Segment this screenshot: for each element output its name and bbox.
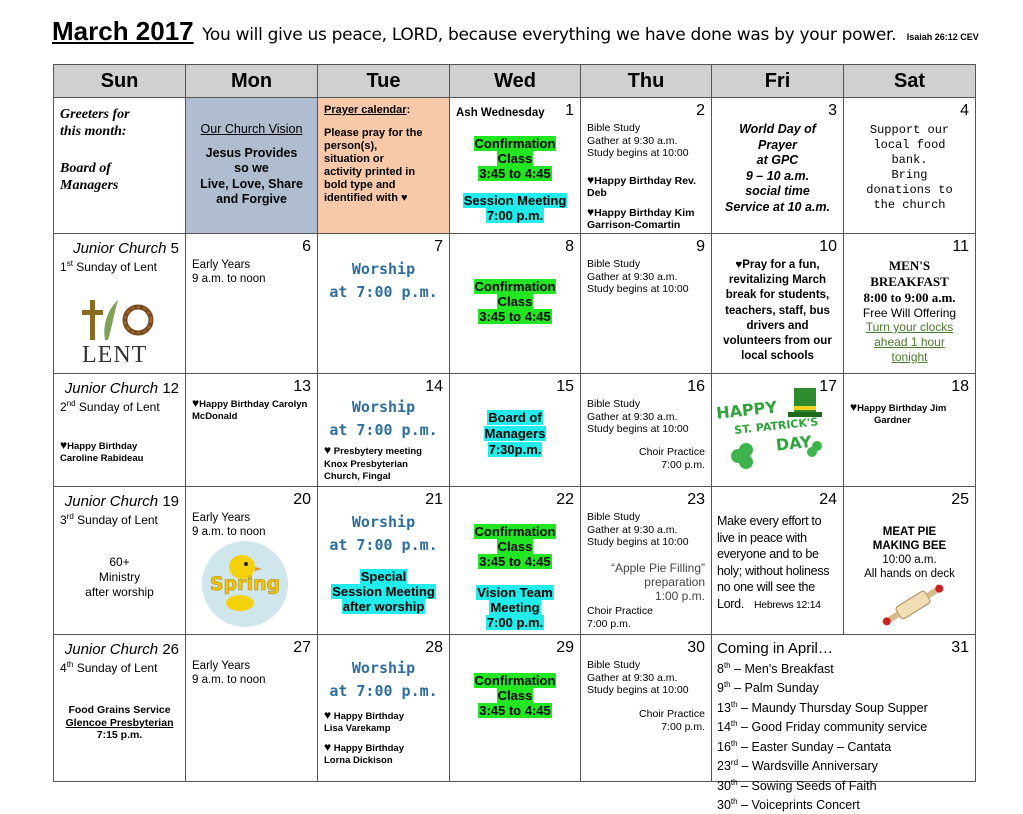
worship-label: Worship xyxy=(351,260,416,278)
day-number: 18 xyxy=(951,378,969,395)
lent-ordinal: 4 xyxy=(60,661,67,675)
day-29-cell xyxy=(450,635,581,782)
day-number: 5 xyxy=(170,240,179,257)
confirmation-time: 3:45 to 4:45 xyxy=(479,703,551,718)
lent-label: Sunday of Lent xyxy=(72,260,157,274)
day-18-cell xyxy=(844,374,976,487)
apple-pie-prep: preparation xyxy=(644,575,705,589)
bible-study-gather: Gather at 9:30 a.m. xyxy=(587,410,678,423)
bible-study-start: Study begins at 10:00 xyxy=(587,283,689,295)
day-number: 10 xyxy=(819,238,837,255)
spring-text: Spring xyxy=(209,573,281,595)
birthday-text: McDonald xyxy=(192,410,238,422)
april-title: Coming in April… xyxy=(717,640,833,657)
birthday-text: Deb xyxy=(587,187,607,199)
choir-practice-time: 7:00 p.m. xyxy=(661,458,705,471)
meat-pie-bee: MEAT PIE xyxy=(882,526,937,538)
presbytery-meeting: Knox Presbyterian xyxy=(324,458,408,470)
weekday-tue: Tue xyxy=(318,65,450,98)
birthday-text: Lisa Varekamp xyxy=(324,723,391,734)
early-years-time: 9 a.m. to noon xyxy=(192,525,266,538)
day-number: 15 xyxy=(556,378,574,395)
day-number: 28 xyxy=(425,639,443,656)
early-years: Early Years xyxy=(192,512,251,524)
april-event-item: 16th – Easter Sunday – Cantata xyxy=(717,738,892,754)
confirmation-class: Confirmation xyxy=(474,136,556,151)
day-6-cell xyxy=(186,234,318,374)
day-1-cell xyxy=(450,98,581,234)
board-of-managers-time: 7:30p.m. xyxy=(488,442,542,457)
day-10-cell xyxy=(712,234,844,374)
spring-chick-image xyxy=(202,541,288,627)
day-number: 31 xyxy=(951,639,969,656)
lent-ordinal: 2 xyxy=(60,400,67,414)
calendar-header xyxy=(52,16,982,52)
day-number: 1 xyxy=(565,102,574,119)
scripture-line: no one will see the xyxy=(717,580,815,594)
heart-icon: ♥ xyxy=(324,443,332,457)
week-row-4 xyxy=(54,487,976,635)
food-bank-line: donations to xyxy=(866,183,953,197)
heart-icon: ♥ xyxy=(324,740,332,754)
day-9-cell xyxy=(581,234,712,374)
confirmation-class: Class xyxy=(497,688,533,703)
day-28-cell xyxy=(318,635,450,782)
day-number: 7 xyxy=(434,238,443,255)
day-27-cell xyxy=(186,635,318,782)
birthday-text: Happy Birthday Kim xyxy=(594,206,695,219)
day-13-cell xyxy=(186,374,318,487)
day-21-cell xyxy=(318,487,450,635)
clocks-reminder: Turn your clocks xyxy=(865,320,954,334)
bible-study-gather: Gather at 9:30 a.m. xyxy=(587,134,678,147)
food-bank-line: Support our xyxy=(869,123,950,137)
choir-practice-time: 7:00 p.m. xyxy=(587,617,631,630)
day-12-cell xyxy=(54,374,186,487)
st-patricks-text xyxy=(713,392,830,460)
confirmation-time: 3:45 to 4:45 xyxy=(479,554,551,569)
day-19-cell xyxy=(54,487,186,635)
confirmation-class: Class xyxy=(497,539,533,554)
worship-label: Worship xyxy=(351,659,416,677)
bible-study-gather: Gather at 9:30 a.m. xyxy=(587,270,678,283)
scripture-line: Make every effort to xyxy=(717,514,822,528)
vision-line: Jesus Provides xyxy=(205,145,298,160)
worship-label: Worship xyxy=(351,513,416,531)
bible-study-start: Study begins at 10:00 xyxy=(587,423,689,435)
meat-pie-bee: MAKING BEE xyxy=(872,540,947,552)
meat-pie-note: All hands on deck xyxy=(864,568,955,580)
day-14-cell xyxy=(318,374,450,487)
worship-time: at 7:00 p.m. xyxy=(329,536,438,554)
confirmation-time: 3:45 to 4:45 xyxy=(479,309,551,324)
lent-ordinal: 3 xyxy=(60,513,67,527)
junior-church: Junior Church xyxy=(64,641,159,658)
clocks-reminder: tonight xyxy=(891,350,928,364)
greeters-line: Board of xyxy=(60,161,111,176)
header-verse: You will give us peace, LORD, because everything we have done was by your power. xyxy=(202,25,897,45)
lent-ordinal-suffix: rd xyxy=(66,512,74,521)
coming-in-april-cell xyxy=(712,635,976,813)
greeters-line: Greeters for xyxy=(60,107,130,122)
early-years-time: 9 a.m. to noon xyxy=(192,673,266,686)
early-years: Early Years xyxy=(192,259,251,271)
day-15-cell xyxy=(450,374,581,487)
prayer-line: volunteers from our xyxy=(723,335,832,348)
food-bank-line: Bring xyxy=(891,168,928,182)
april-events-list xyxy=(717,658,928,814)
meat-pie-time: 10:00 a.m. xyxy=(882,554,937,566)
bible-study: Bible Study xyxy=(587,258,641,270)
greeters-cell xyxy=(54,98,186,234)
world-day-line: social time xyxy=(745,184,810,198)
free-will-offering: Free Will Offering xyxy=(862,306,957,320)
prayer-line: situation or xyxy=(324,153,384,165)
mens-breakfast: MEN'S xyxy=(888,258,931,273)
weekday-sat: Sat xyxy=(844,65,976,98)
worship-label: Worship xyxy=(351,398,416,416)
weekday-mon: Mon xyxy=(186,65,318,98)
weekday-header-row xyxy=(54,65,976,98)
rolling-pin-image xyxy=(878,585,948,625)
confirmation-class: Confirmation xyxy=(474,279,556,294)
week-row-3 xyxy=(54,374,976,487)
bible-study-gather: Gather at 9:30 a.m. xyxy=(587,523,678,536)
board-of-managers: Board of xyxy=(488,410,542,425)
worship-time: at 7:00 p.m. xyxy=(329,421,438,439)
week-row-5 xyxy=(54,635,976,782)
vision-team-time: 7:00 p.m. xyxy=(486,615,544,630)
clocks-reminder: ahead 1 hour xyxy=(874,335,945,349)
day-number: 22 xyxy=(556,491,574,508)
apple-pie-time: 1:00 p.m. xyxy=(654,589,705,603)
junior-church: Junior Church xyxy=(73,240,167,257)
lent-ordinal: 1 xyxy=(60,260,67,274)
day-number: 3 xyxy=(828,102,837,119)
heart-icon: ♥ xyxy=(60,438,68,452)
bible-study-start: Study begins at 10:00 xyxy=(587,536,689,548)
vision-title: Our Church Vision xyxy=(200,122,303,136)
food-grains-time: 7:15 p.m. xyxy=(96,729,143,741)
confirmation-time: 3:45 to 4:45 xyxy=(479,166,551,181)
day-23-cell xyxy=(581,487,712,635)
st-patricks-day: DAY xyxy=(774,432,813,455)
heart-icon: ♥ xyxy=(735,259,743,271)
session-meeting-time: 7:00 p.m. xyxy=(486,208,544,223)
day-16-cell xyxy=(581,374,712,487)
day-number: 23 xyxy=(687,491,705,508)
prayer-line: Please pray for the xyxy=(324,127,423,139)
lent-label: Sunday of Lent xyxy=(73,513,158,527)
day-number: 29 xyxy=(556,639,574,656)
world-day-line: at GPC xyxy=(756,153,799,167)
day-11-cell xyxy=(844,234,976,374)
april-event-item: 13th – Maundy Thursday Soup Supper xyxy=(717,699,928,716)
choir-practice: Choir Practice xyxy=(639,446,705,458)
day-25-cell xyxy=(844,487,976,635)
day-17-cell xyxy=(712,374,844,487)
prayer-line: person(s), xyxy=(324,140,378,152)
ash-wednesday-label: Ash Wednesday xyxy=(456,107,545,119)
calendar-grid xyxy=(53,64,976,813)
day-2-cell xyxy=(581,98,712,234)
presbytery-meeting: Presbytery meeting xyxy=(333,446,422,457)
day-number: 6 xyxy=(302,238,311,255)
prayer-line: revitalizing March xyxy=(728,274,827,287)
lent-label: Sunday of Lent xyxy=(75,400,160,414)
prayer-calendar-cell xyxy=(318,98,450,234)
day-number: 9 xyxy=(696,238,705,255)
ministry-60plus: after worship xyxy=(85,585,154,599)
early-years: Early Years xyxy=(192,660,251,672)
april-event-item: 8th – Men's Breakfast xyxy=(717,661,834,677)
month-title: March 2017 xyxy=(52,16,194,46)
session-meeting: Session Meeting xyxy=(463,193,567,208)
food-bank-line: bank. xyxy=(891,153,928,167)
weekday-thu: Thu xyxy=(581,65,712,98)
junior-church: Junior Church xyxy=(64,380,159,397)
prayer-line: activity printed in xyxy=(324,166,416,178)
birthday-text: Garrison-Comartin xyxy=(587,219,681,231)
weekday-fri: Fri xyxy=(712,65,844,98)
day-30-cell xyxy=(581,635,712,782)
april-event-item: 9th – Palm Sunday xyxy=(717,680,819,696)
day-number: 21 xyxy=(425,491,443,508)
board-of-managers: Managers xyxy=(484,426,546,441)
world-day-line: World Day of xyxy=(739,122,816,136)
prayer-title-colon: : xyxy=(406,104,411,116)
food-bank-line: the church xyxy=(873,198,946,212)
heart-icon: ♥ xyxy=(850,400,858,414)
birthday-text: Happy Birthday xyxy=(67,441,138,452)
lent-ordinal-suffix: th xyxy=(66,660,74,669)
day-3-cell xyxy=(712,98,844,234)
day-24-cell xyxy=(712,487,844,635)
birthday-text: Happy Birthday xyxy=(333,711,404,722)
bible-study-start: Study begins at 10:00 xyxy=(587,684,689,696)
day-number: 11 xyxy=(952,238,969,255)
confirmation-class: Confirmation xyxy=(474,524,556,539)
mens-breakfast-time: 8:00 to 9:00 a.m. xyxy=(863,290,956,305)
choir-practice-time: 7:00 p.m. xyxy=(661,720,705,733)
day-number: 16 xyxy=(687,378,705,395)
bible-study: Bible Study xyxy=(587,398,641,410)
scripture-line: Lord. xyxy=(717,596,744,611)
day-4-cell xyxy=(844,98,976,234)
mens-breakfast: BREAKFAST xyxy=(870,274,949,289)
lent-word: LENT xyxy=(82,342,148,368)
day-22-cell xyxy=(450,487,581,635)
day-number: 27 xyxy=(293,639,311,656)
greeters-line: this month: xyxy=(60,124,127,139)
heart-icon: ♥ xyxy=(192,396,200,410)
world-day-line: Prayer xyxy=(758,137,797,152)
ministry-60plus: Ministry xyxy=(98,570,141,584)
lent-image xyxy=(80,292,160,367)
vision-team-meeting: Vision Team xyxy=(477,585,553,600)
early-years-time: 9 a.m. to noon xyxy=(192,272,266,285)
day-number: 17 xyxy=(819,378,837,395)
food-grains-location: Glencoe Presbyterian xyxy=(65,716,174,729)
ministry-60plus: 60+ xyxy=(109,555,130,569)
rolling-pin-icon xyxy=(878,585,948,625)
bible-study: Bible Study xyxy=(587,659,641,671)
day-number: 19 xyxy=(162,493,179,510)
bible-study: Bible Study xyxy=(587,122,641,134)
day-number: 20 xyxy=(293,491,311,508)
day-7-cell xyxy=(318,234,450,374)
scripture-line: everyone and to be xyxy=(717,547,819,561)
day-number: 26 xyxy=(162,641,179,658)
greeters-line: Managers xyxy=(60,178,119,193)
choir-practice: Choir Practice xyxy=(587,605,653,617)
scripture-ref: Hebrews 12:14 xyxy=(754,598,821,611)
church-vision-cell xyxy=(186,98,318,234)
day-number: 13 xyxy=(293,378,311,395)
header-verse-ref: Isaiah 26:12 CEV xyxy=(906,32,979,42)
scripture-line: live in peace with xyxy=(717,530,807,545)
prayer-line: local schools xyxy=(741,350,814,363)
st-patricks-image xyxy=(716,382,828,478)
birthday-text: Happy Birthday Rev. xyxy=(594,174,697,187)
day-number: 14 xyxy=(425,378,443,395)
weekday-wed: Wed xyxy=(450,65,581,98)
vision-line: so we xyxy=(234,161,269,175)
junior-church: Junior Church xyxy=(64,493,159,510)
day-5-cell xyxy=(54,234,186,374)
vision-line: and Forgive xyxy=(216,192,287,206)
choir-practice: Choir Practice xyxy=(639,708,705,720)
vision-team-meeting: Meeting xyxy=(490,600,540,615)
day-26-cell xyxy=(54,635,186,782)
st-patricks-happy: HAPPY xyxy=(715,397,778,423)
day-number: 24 xyxy=(819,491,837,508)
special-session-meeting: after worship xyxy=(342,599,425,614)
birthday-text: Happy Birthday xyxy=(333,743,404,754)
birthday-text: Happy Birthday Carolyn xyxy=(199,399,308,410)
april-event-item: 14th – Good Friday community service xyxy=(717,719,928,735)
birthday-text: Lorna Dickison xyxy=(324,755,393,766)
worship-time: at 7:00 p.m. xyxy=(329,682,438,700)
special-session-meeting: Session Meeting xyxy=(332,584,435,599)
heart-icon: ♥ xyxy=(324,708,332,722)
bible-study: Bible Study xyxy=(587,511,641,523)
presbytery-meeting: Church, Fingal xyxy=(324,471,391,482)
lent-ordinal-suffix: st xyxy=(66,259,73,268)
confirmation-class: Class xyxy=(497,151,533,166)
prayer-title: Prayer calendar xyxy=(324,104,407,116)
bible-study-gather: Gather at 9:30 a.m. xyxy=(587,671,678,684)
food-bank-line: local food xyxy=(873,138,946,152)
lent-ordinal-suffix: nd xyxy=(66,399,76,408)
april-event-item: 23rd – Wardsville Anniversary xyxy=(717,758,878,774)
worship-time: at 7:00 p.m. xyxy=(329,283,438,301)
weekday-sun: Sun xyxy=(54,65,186,98)
heart-icon: ♥ xyxy=(587,172,595,187)
birthday-text: Gardner xyxy=(874,414,911,426)
week-row-1 xyxy=(54,98,976,234)
bible-study-start: Study begins at 10:00 xyxy=(587,147,689,159)
birthday-text: Caroline Rabideau xyxy=(60,452,144,464)
day-number: 2 xyxy=(696,102,705,119)
day-number: 30 xyxy=(687,639,705,656)
vision-line: Live, Love, Share xyxy=(200,176,303,191)
confirmation-class: Confirmation xyxy=(474,673,556,688)
food-grains-service: Food Grains Service xyxy=(68,704,171,716)
day-number: 8 xyxy=(565,238,574,255)
day-number: 4 xyxy=(960,102,969,119)
prayer-line: identified with xyxy=(324,192,398,204)
prayer-line: bold type and xyxy=(324,179,396,191)
st-patricks-name: ST. PATRICK'S xyxy=(733,415,819,437)
week-row-2 xyxy=(54,234,976,374)
special-session-meeting: Special xyxy=(360,569,407,584)
confirmation-class: Class xyxy=(497,294,533,309)
apple-pie-filling: “Apple Pie Filling” xyxy=(610,561,705,575)
birthday-text: Happy Birthday Jim xyxy=(857,403,947,414)
april-event-item: 30th – Sowing Seeds of Faith xyxy=(717,777,877,793)
prayer-line: Pray for a fun, xyxy=(742,259,820,271)
prayer-line: teachers, staff, bus xyxy=(725,304,830,317)
day-number: 12 xyxy=(162,380,179,397)
prayer-line: drivers and xyxy=(746,319,809,332)
scripture-line: holy; without holiness xyxy=(717,563,830,578)
world-day-line: Service at 10 a.m. xyxy=(725,199,830,214)
day-20-cell xyxy=(186,487,318,635)
heart-icon: ♥ xyxy=(401,192,408,204)
heart-icon: ♥ xyxy=(587,204,595,219)
april-event-item: 30th – Voiceprints Concert xyxy=(717,797,860,813)
day-8-cell xyxy=(450,234,581,374)
world-day-line: 9 – 10 a.m. xyxy=(745,168,810,183)
lent-label: Sunday of Lent xyxy=(73,661,158,675)
prayer-line: break for students, xyxy=(725,289,830,302)
day-number: 25 xyxy=(951,491,969,508)
